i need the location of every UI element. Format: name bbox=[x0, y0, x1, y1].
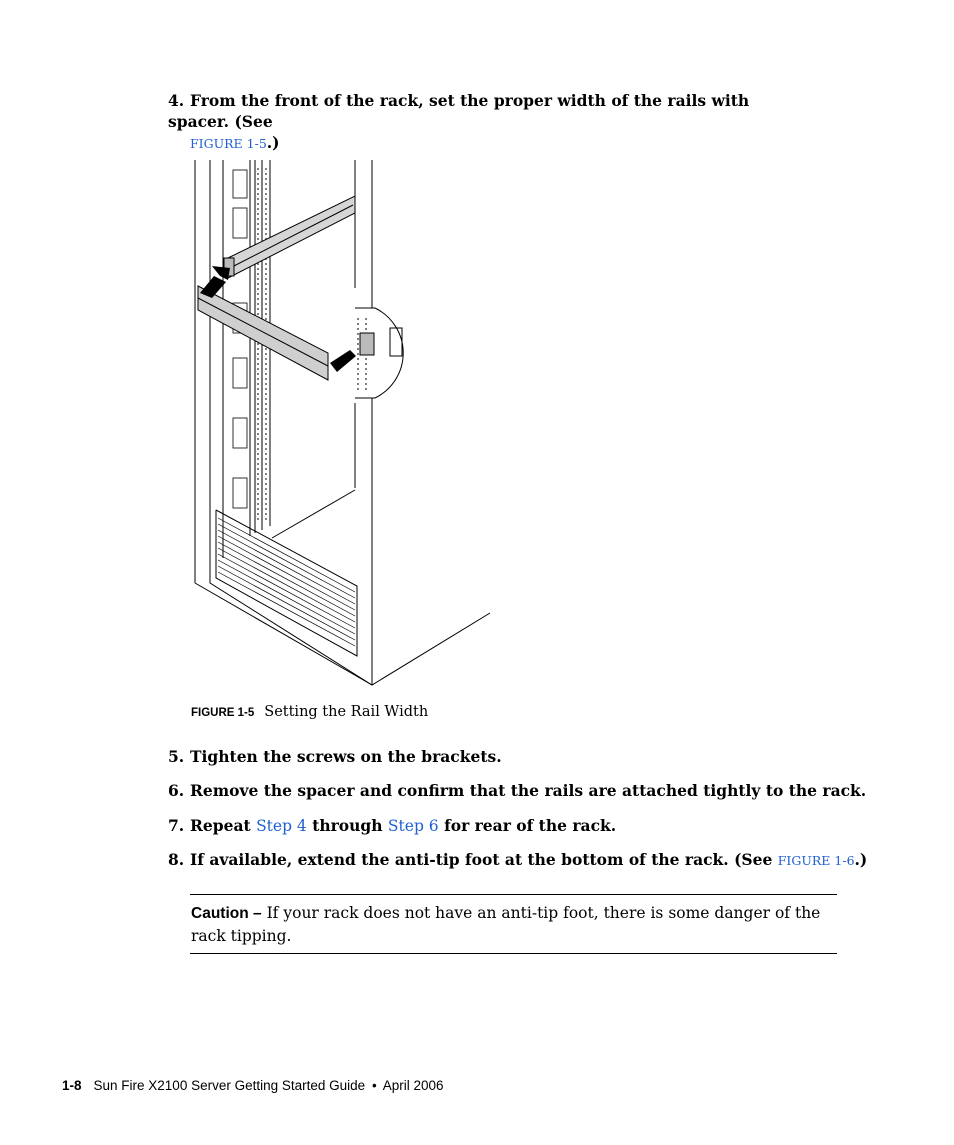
rack-rail-illustration bbox=[190, 158, 495, 690]
caution-label: Caution – bbox=[191, 905, 262, 922]
step-text-pre: Repeat bbox=[190, 816, 251, 835]
step-text: From the front of the rack, set the proper width of the rails with spacer. (See bbox=[168, 91, 750, 131]
footer-title: Sun Fire X2100 Server Getting Started Guide bbox=[93, 1078, 366, 1093]
step-text-post: for rear of the rack. bbox=[444, 816, 617, 835]
step-text: Remove the spacer and confirm that the rails are attached tightly to the rack. bbox=[190, 781, 867, 800]
step-number: 7. bbox=[168, 816, 185, 835]
step-8 bbox=[168, 849, 868, 871]
step-4-link[interactable]: Step 4 bbox=[256, 817, 307, 835]
step-text-mid: through bbox=[312, 816, 383, 835]
step-text-end: .) bbox=[266, 133, 280, 152]
step-text: If available, extend the anti-tip foot at the bottom of the rack. (See bbox=[190, 850, 773, 869]
caution-text: If your rack does not have an anti-tip foot, there is some danger of the rack tipping. bbox=[191, 904, 821, 945]
figure-label: FIGURE 1-5 bbox=[191, 707, 255, 719]
step-4 bbox=[168, 90, 808, 154]
step-7 bbox=[168, 815, 808, 837]
footer-date: April 2006 bbox=[382, 1078, 444, 1093]
step-5 bbox=[168, 746, 808, 767]
step-number: 4. bbox=[168, 91, 185, 110]
figure-title: Setting the Rail Width bbox=[264, 704, 429, 720]
figure-1-6-link[interactable]: FIGURE 1-6 bbox=[777, 853, 855, 868]
figure-1-5-link[interactable]: FIGURE 1-5 bbox=[190, 136, 267, 151]
step-number: 5. bbox=[168, 747, 185, 766]
step-number: 6. bbox=[168, 781, 185, 800]
footer-bullet: • bbox=[371, 1078, 377, 1093]
step-number: 8. bbox=[168, 850, 185, 869]
page-number: 1-8 bbox=[62, 1078, 82, 1093]
step-text: Tighten the screws on the brackets. bbox=[190, 747, 502, 766]
caution-box bbox=[190, 894, 837, 954]
page-footer bbox=[62, 1078, 443, 1093]
step-6 bbox=[168, 780, 867, 801]
step-6-link[interactable]: Step 6 bbox=[387, 817, 439, 835]
figure-caption bbox=[191, 704, 428, 720]
step-text-end: .) bbox=[854, 850, 868, 869]
